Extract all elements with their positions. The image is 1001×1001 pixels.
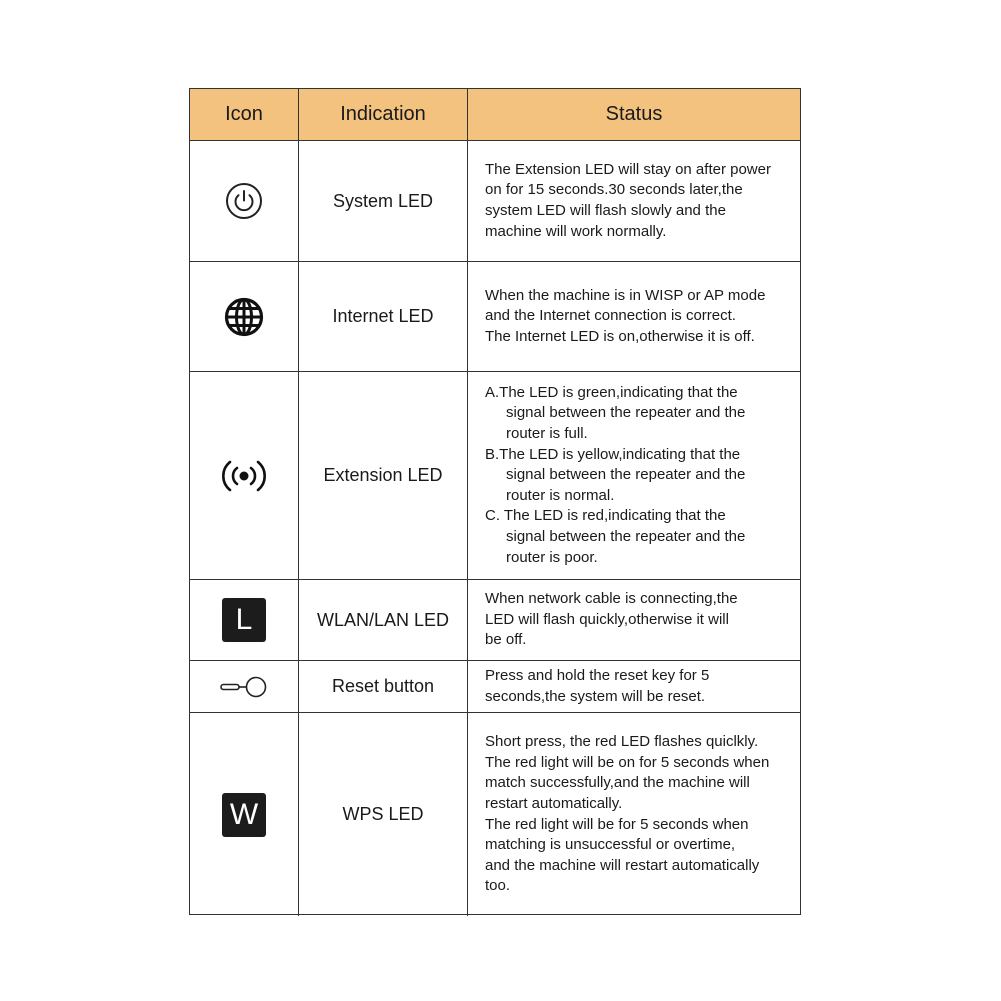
table-row	[190, 372, 800, 580]
status-text: A.The LED is green,indicating that the signal between the repeater and the router is full. B.The LED is yellow,indicating that the signal between the repeater and the router is normal. C. The LED is red,indicating that the signal between the repeater and the router is poor.	[485, 383, 746, 566]
table-row	[190, 661, 800, 713]
indication-label: Internet LED	[299, 262, 468, 371]
status-text: Short press, the red LED flashes quiclkly. The red light will be on for 5 seconds when match successfully,and the machine will restart automatically. The red light will be for 5 seconds when matching is unsuccessful or overtime, and the machine will restart automatically too.	[485, 733, 770, 895]
led-indicator-table	[189, 88, 801, 915]
reset-pin-icon	[218, 674, 270, 700]
header-icon: Icon	[190, 89, 299, 140]
lan-icon: L	[222, 598, 266, 642]
icon-cell	[190, 580, 299, 660]
table-row	[190, 262, 800, 372]
header-indication: Indication	[299, 89, 468, 140]
indication-label: WLAN/LAN LED	[299, 580, 468, 660]
indication-label: Reset button	[299, 661, 468, 712]
status-text: Press and hold the reset key for 5 seconds,the system will be reset.	[485, 666, 710, 705]
indication-label: Extension LED	[299, 372, 468, 579]
status-text: When network cable is connecting,the LED will flash quickly,otherwise it will be off.	[485, 590, 738, 649]
icon-cell	[190, 372, 299, 579]
status-text: The Extension LED will stay on after power on for 15 seconds.30 seconds later,the system LED will flash slowly and the machine will work normally.	[485, 160, 771, 240]
icon-cell	[190, 262, 299, 371]
wps-icon: W	[222, 793, 266, 837]
status-text: When the machine is in WISP or AP mode and the Internet connection is correct. The Internet LED is on,otherwise it is off.	[485, 286, 766, 345]
indication-label: System LED	[299, 141, 468, 261]
table-row	[190, 713, 800, 916]
power-icon	[224, 181, 264, 221]
signal-icon	[220, 456, 268, 496]
icon-cell	[190, 713, 299, 916]
indication-label: WPS LED	[299, 713, 468, 916]
icon-cell	[190, 661, 299, 712]
table-header	[190, 89, 800, 141]
table-row	[190, 141, 800, 262]
icon-cell	[190, 141, 299, 261]
table-row	[190, 580, 800, 661]
globe-icon	[223, 296, 265, 338]
header-status: Status	[605, 103, 663, 126]
